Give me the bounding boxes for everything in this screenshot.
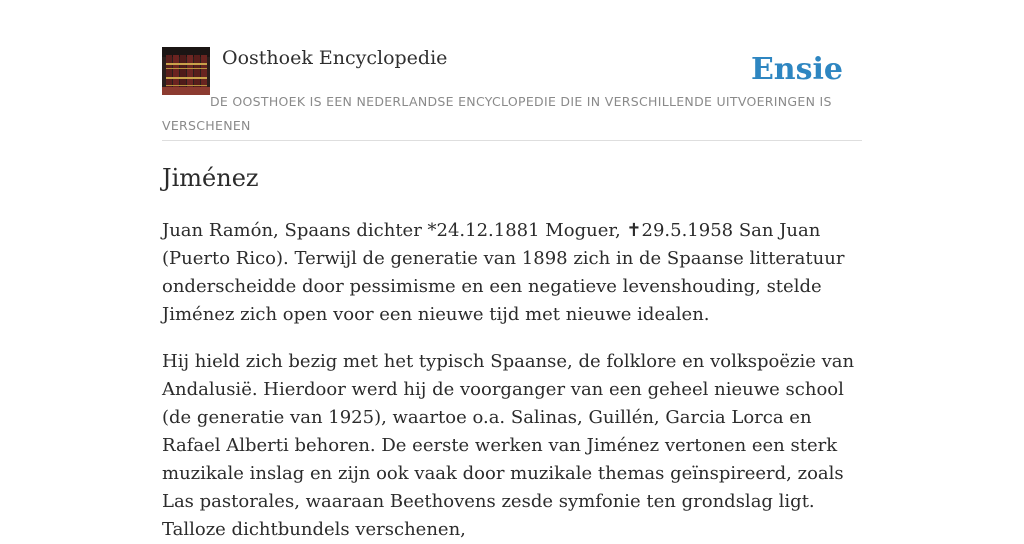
book-spines-icon	[162, 47, 210, 95]
site-header	[162, 46, 862, 141]
article-paragraph-2: Hij hield zich bezig met het typisch Spaanse, de folklore en volkspoëzie van Andalusië. Hierdoor werd hij de voorganger van een geheel nieuwe school (de generatie van 1925), waartoe o.a. Salinas, Guillén, Garcia Lorca en Rafael Alberti behoren. De eerste werken van Jiménez vertonen een sterk muzikale inslag en zijn ook vaak door muzikale themas geïnspireerd, zoals Las pastorales, waaraan Beethovens zesde symfonie ten grondslag ligt. Talloze dichtbundels verschenen,	[162, 351, 855, 540]
article-title: Jiménez	[162, 164, 259, 192]
encyclopedia-avatar[interactable]	[162, 47, 210, 95]
article-paragraph-1: Juan Ramón, Spaans dichter *24.12.1881 Moguer, ✝29.5.1958 San Juan (Puerto Rico). Terwijl de generatie van 1898 zich in de Spaanse litteratuur onderscheidde door pessimisme en een negatieve levenshouding, stelde Jiménez zich open voor een nieuwe tijd met nieuwe idealen.	[162, 220, 845, 325]
source-tagline: DE OOSTHOEK IS EEN NEDERLANDSE ENCYCLOPEDIE DIE IN VERSCHILLENDE UITVOERINGEN IS VERSCHENEN	[162, 94, 832, 133]
source-name[interactable]: Oosthoek Encyclopedie	[222, 47, 448, 69]
ensie-logo-link[interactable]: Ensie	[750, 52, 843, 87]
article	[162, 160, 862, 544]
